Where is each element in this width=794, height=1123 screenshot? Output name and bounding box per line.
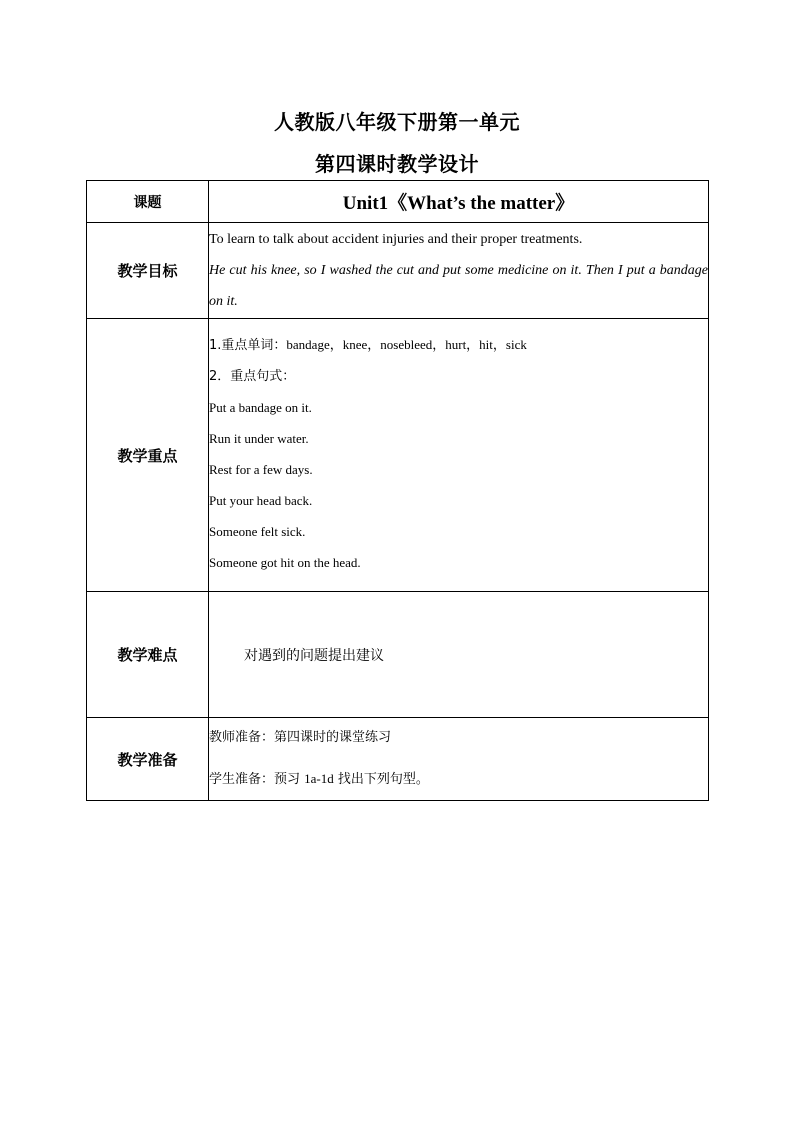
key-sentence: Put a bandage on it.: [209, 399, 312, 415]
key-sentence: Put your head back.: [209, 492, 313, 508]
student-preparation-prefix: 学生准备：预习: [209, 772, 305, 787]
student-preparation-suffix: 找出下列句型。: [333, 772, 429, 787]
preparation-cell: [209, 718, 709, 801]
topic-value: Unit1《What’s the matter》: [209, 181, 709, 223]
key-words-list: bandage，knee，nosebleed，hurt，hit，sick: [286, 336, 527, 352]
key-sentence: Run it under water.: [209, 430, 309, 446]
goal-example-sentence: He cut his knee, so I washed the cut and put some medicine on it. Then I put a bandage on it.: [209, 263, 708, 309]
student-preparation: [209, 769, 708, 790]
table-row-difficulties: [87, 592, 709, 718]
table-row-goals: [87, 223, 709, 319]
student-preparation-range: 1a-1d: [304, 771, 334, 786]
difficulties-label: 教学难点: [87, 592, 209, 718]
document-subtitle: 第四课时教学设计: [315, 152, 479, 176]
key-sentence: Rest for a few days.: [209, 461, 313, 477]
goal-text-line: To learn to talk about accident injuries and their proper treatments.: [209, 232, 583, 247]
difficulties-cell: [209, 592, 709, 718]
key-points-label: 教学重点: [87, 319, 209, 592]
difficulties-text: 对遇到的问题提出建议: [244, 647, 384, 664]
key-sentence: Someone felt sick.: [209, 523, 306, 539]
topic-label: 课题: [87, 181, 209, 223]
key-sentence: Someone got hit on the head.: [209, 554, 361, 570]
preparation-label: 教学准备: [87, 718, 209, 801]
lesson-plan-table: [86, 180, 709, 801]
key-words-prefix: 1.重点单词：: [209, 337, 287, 353]
goals-cell: [209, 223, 709, 319]
goals-label: 教学目标: [87, 223, 209, 319]
key-points-cell: [209, 319, 709, 592]
table-row-key-points: [87, 319, 709, 592]
table-row-topic: [87, 181, 709, 223]
teacher-preparation: 教师准备：第四课时的课堂练习: [209, 730, 392, 745]
document-title: 人教版八年级下册第一单元: [274, 110, 520, 134]
key-words-line: [209, 335, 708, 356]
table-row-preparation: [87, 718, 709, 801]
key-sentences-heading: 2．重点句式：: [209, 368, 296, 384]
